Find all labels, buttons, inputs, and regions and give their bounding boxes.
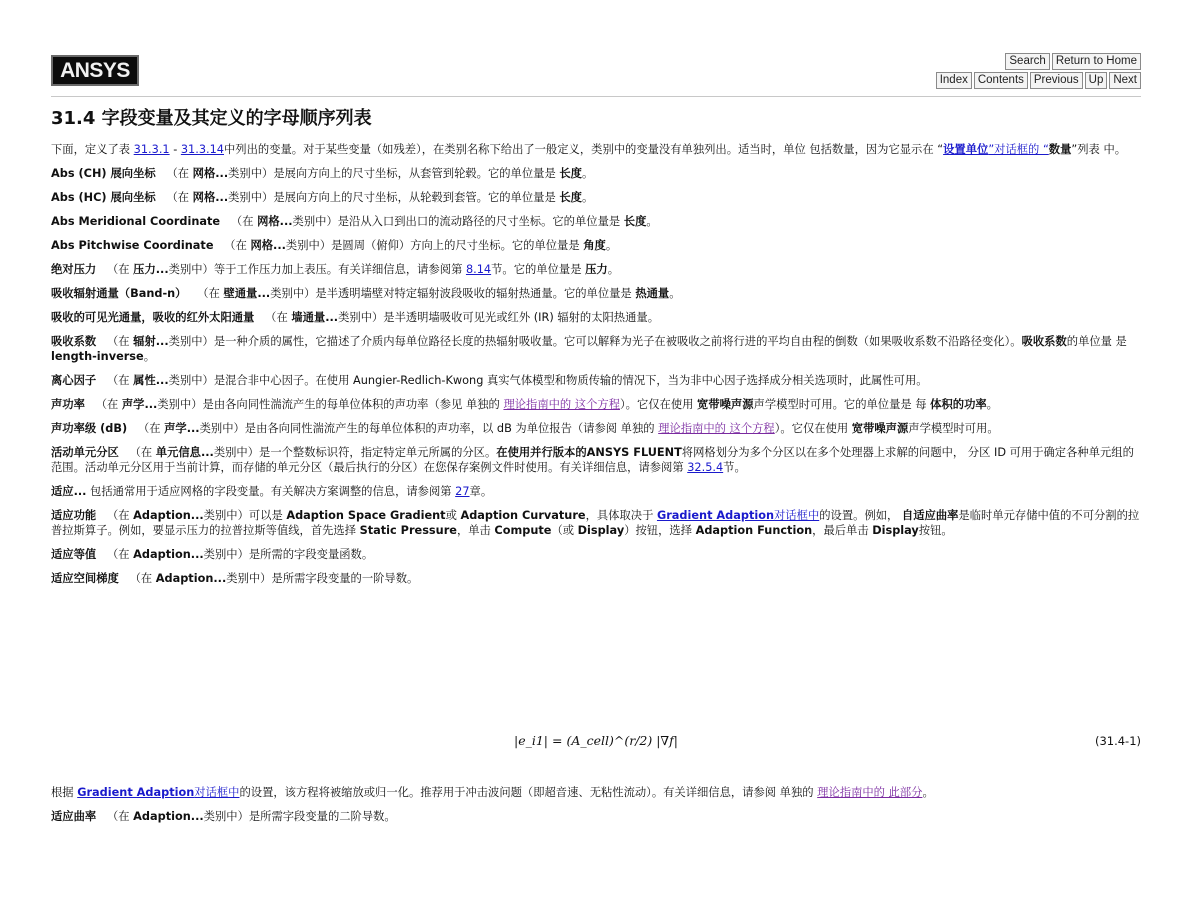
entry-adaption: 适应... 包括通常用于适应网格的字段变量。有关解决方案调整的信息，请参阅第 27章。 [51,485,493,498]
theory-guide-equation-link-db[interactable]: 理论指南中的 这个方程 [658,422,775,435]
nav-row-top [1003,53,1141,70]
set-units-dialog-link[interactable]: 设置单位”对话框的 “ [943,143,1049,156]
equation-number: (31.4-1) [1094,734,1141,748]
page-title: 31.4 字段变量及其定义的字母顺序列表 [51,108,372,129]
intro-paragraph: 下面，定义了表 31.3.1 - 31.3.14中列出的变量。对于某些变量（如残差），在类别名称下给出了一般定义，类别中的变量没有单独列出。适当时，单位 包括数量，因为它显示在 “设置单位”对话框的 “数量”列表 中。 [51,143,1127,156]
entry-adaption-space-gradient: 适应空间梯度 （在 Adaption...类别中）是所需字段变量的一阶导数。 [51,572,419,585]
table-link-31-3-1[interactable]: 31.3.1 [133,143,170,156]
entry-absorbed-radiation: 吸收辐射通量（Band-n） （在 壁通量...类别中）是半透明墙壁对特定辐射波段吸收的辐射热通量。它的单位量是 热通量。 [51,287,681,300]
entry-abs-ch: Abs (CH) 展向坐标 （在 网格...类别中）是展向方向上的尺寸坐标，从套管到轮毂。它的单位量是 长度。 [51,167,594,180]
gradient-adaption-dialog-link[interactable]: Gradient Adaption对话框中 [656,509,820,522]
chapter-link-27[interactable]: 27 [455,485,470,498]
section-link-8-14[interactable]: 8.14 [465,263,492,276]
theory-guide-section-link[interactable]: 理论指南中的 此部分 [817,786,923,799]
entry-abs-pitchwise: Abs Pitchwise Coordinate （在 网格...类别中）是圆周（俯仰）方向上的尺寸坐标。它的单位量是 角度。 [51,239,618,252]
search-button[interactable]: Search [1005,53,1049,70]
entry-adaption-curvature: 适应曲率 （在 Adaption...类别中）是所需字段变量的二阶导数。 [51,810,396,823]
entry-absorbed-visible: 吸收的可见光通量，吸收的红外太阳通量 （在 墙通量...类别中）是半透明墙吸收可见光或红外 (IR) 辐射的太阳热通量。 [51,311,659,324]
ansys-logo[interactable]: ANSYS [51,55,139,86]
up-button[interactable]: Up [1085,72,1108,89]
header-divider [51,96,1141,97]
entry-abs-meridional: Abs Meridional Coordinate （在 网格...类别中）是沿从入口到出口的流动路径的尺寸坐标。它的单位量是 长度。 [51,215,658,228]
entry-acentric-factor: 离心因子 （在 属性...类别中）是混合非中心因子。在使用 Aungier-Redlich-Kwong 真实气体模型和物质传输的情况下，当为非中心因子选择成分相关选项时，此属性可用。 [51,374,928,387]
equation-block [51,733,1141,755]
section-link-32-5-4[interactable]: 32.5.4 [687,461,724,474]
previous-button[interactable]: Previous [1030,72,1083,89]
entry-active-cell-partition: 活动单元分区 （在 单元信息...类别中）是一个整数标识符，指定特定单元所属的分区。在使用并行版本的ANSYS FLUENT将网格划分为多个分区以在多个处理器上求解的问题中， 分区 ID 可用于确定各种单元组的范围。活动单元分区用于当前计算，而存储的单元分区（最后执行的分区）在您保存案例文件时使用。有关详细信息，请参阅第 32.5.4节。 [51,446,1134,474]
contents-button[interactable]: Contents [974,72,1028,89]
after-equation [51,785,1141,833]
index-button[interactable]: Index [936,72,972,89]
entry-adaption-function: 适应功能 （在 Adaption...类别中）可以是 Adaption Space Gradient或 Adaption Curvature，具体取决于 Gradient Adaption对话框中的设置。例如， 自适应曲率是临时单元存储中值的不可分割的拉普拉斯算子。例如，要显示压力的拉普拉斯等值线，首先选择 Static Pressure，单击 Compute（或 Display）按钮，选择 Adaption Function，最后单击 Display按钮。 [51,509,1140,537]
table-link-31-3-14[interactable]: 31.3.14 [180,143,224,156]
next-button[interactable]: Next [1109,72,1141,89]
nav-row-bottom [934,72,1141,89]
definitions-list [51,142,1141,595]
equation-formula: |e_i1| = (A_cell)^(r/2) |∇f| [514,733,678,748]
equation-note: 根据 Gradient Adaption对话框中的设置，该方程将被缩放或归一化。推荐用于冲击波问题（即超音速、无粘性流动）。有关详细信息，请参阅 单独的 理论指南中的 此部分。 [51,786,934,799]
return-home-button[interactable]: Return to Home [1052,53,1141,70]
entry-adaption-iso-value: 适应等值 （在 Adaption...类别中）是所需的字段变量函数。 [51,548,374,561]
entry-acoustic-power: 声功率 （在 声学...类别中）是由各向同性湍流产生的每单位体积的声功率（参见 单独的 理论指南中的 这个方程）。它仅在使用 宽带噪声源声学模型时可用。它的单位量是 每 体积的功率。 [51,398,998,411]
gradient-adaption-dialog-link-2[interactable]: Gradient Adaption对话框中 [77,786,240,799]
entry-absorption-coefficient: 吸收系数 （在 辐射...类别中）是一种介质的属性，它描述了介质内每单位路径长度的热辐射吸收量。它可以解释为光子在被吸收之前将行进的平均自由程的倒数（如果吸收系数不沿路径变化）。吸收系数的单位量 是 length-inverse。 [51,335,1127,363]
entry-absolute-pressure: 绝对压力 （在 压力...类别中）等于工作压力加上表压。有关详细信息，请参阅第 8.14节。它的单位量是 压力。 [51,263,619,276]
entry-acoustic-power-level: 声功率级 (dB) （在 声学...类别中）是由各向同性湍流产生的每单位体积的声功率，以 dB 为单位报告（请参阅 单独的 理论指南中的 这个方程）。它仅在使用 宽带噪声源声学模型时可用。 [51,422,999,435]
entry-abs-hc: Abs (HC) 展向坐标 （在 网格...类别中）是展向方向上的尺寸坐标，从轮毂到套管。它的单位量是 长度。 [51,191,594,204]
theory-guide-equation-link[interactable]: 理论指南中的 这个方程 [503,398,620,411]
